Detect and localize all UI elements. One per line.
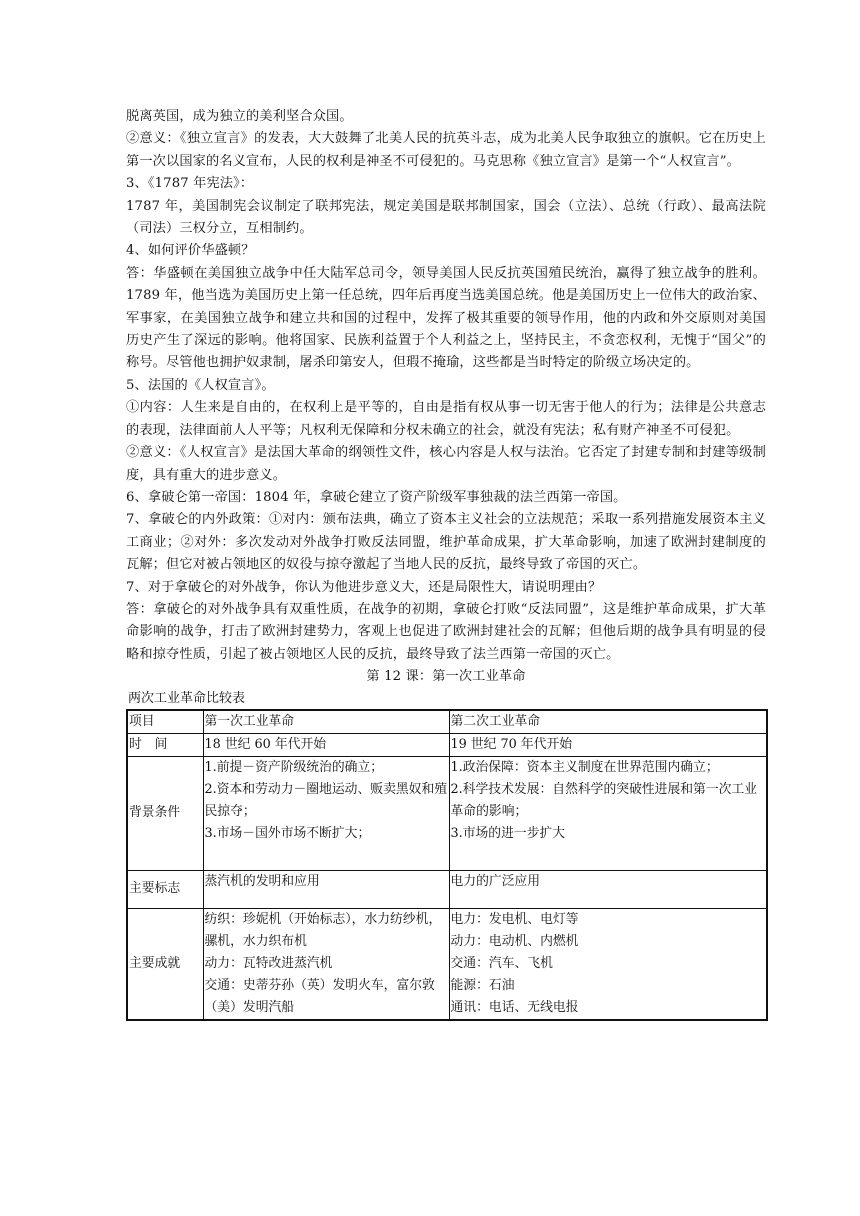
header-cell: 项目 (127, 710, 203, 734)
table-row (127, 733, 767, 756)
cell-line: 蒸汽机的发明和应用 (204, 873, 320, 889)
second-revolution-cell (449, 733, 767, 756)
cell-line: 1.前提－资产阶级统治的确立； (204, 759, 384, 775)
paragraph: ②意义：《人权宣言》是法国大革命的纲领性文件，核心内容是人权与法治。它否定了封建专制和封建等级制度，具有重大的进步意义。 (126, 445, 766, 483)
cell-line: 能源：石油 (450, 977, 515, 993)
table-caption: 两次工业革命比较表 (128, 690, 246, 706)
cell-line: 交通：史蒂芬孙（英）发明火车，富尔敦（美）发明汽船 (204, 977, 435, 1015)
document-page (126, 106, 766, 1021)
paragraph: 5、法国的《人权宣言》。 (126, 377, 275, 393)
row-label: 主要标志 (127, 870, 203, 908)
paragraph: 答：拿破仑的对外战争具有双重性质，在战争的初期，拿破仑打败“反法同盟”，这是维护革命成果，扩大革命影响的战争，打击了欧洲封建势力，客观上也促进了欧洲封建社会的瓦解；但他后期的战争具有明显的侵略和掠夺性质，引起了被占领地区人民的反抗，最终导致了法兰西第一帝国的灭亡。 (126, 601, 766, 662)
cell-line: 2.资本和劳动力－圈地运动、贩卖黑奴和殖民掠夺； (204, 781, 448, 819)
lesson-title: 第 12 课：第一次工业革命 (366, 669, 526, 685)
table-header-row (127, 710, 767, 734)
second-revolution-cell (449, 870, 767, 908)
cell-line: 动力：电动机、内燃机 (450, 933, 579, 949)
comparison-table (126, 709, 768, 1021)
cell-line: 19 世纪 70 年代开始 (450, 736, 573, 752)
second-revolution-cell (449, 756, 767, 870)
row-label: 背景条件 (127, 756, 203, 870)
cell-line: 纺织：珍妮机（开始标志），水力纺纱机，骡机，水力织布机 (204, 911, 442, 949)
cell-line: 18 世纪 60 年代开始 (204, 736, 327, 752)
table-row (127, 908, 767, 1020)
second-revolution-cell (449, 908, 767, 1020)
first-revolution-cell (203, 908, 449, 1020)
cell-line: 3.市场－国外市场不断扩大； (204, 825, 371, 841)
paragraph: 7、对于拿破仑的对外战争，你认为他进步意义大，还是局限性大，请说明理由？ (126, 579, 602, 595)
paragraph: 3、《1787 年宪法》： (126, 176, 254, 192)
first-revolution-cell (203, 756, 449, 870)
first-revolution-cell (203, 733, 449, 756)
paragraph: 1787 年，美国制宪会议制定了联邦宪法，规定美国是联邦制国家，国会（立法）、总统（行政）、最高法院（司法）三权分立，互相制约。 (126, 198, 766, 237)
header-cell: 第二次工业革命 (449, 710, 767, 734)
cell-line: 动力：瓦特改进蒸汽机 (204, 955, 333, 971)
table-row (127, 756, 767, 870)
paragraph: 6、拿破仑第一帝国：1804 年，拿破仑建立了资产阶级军事独裁的法兰西第一帝国。 (126, 489, 627, 505)
cell-line: 电力：发电机、电灯等 (450, 911, 579, 927)
cell-line: 通讯：电话、无线电报 (450, 999, 579, 1015)
row-label: 主要成就 (127, 908, 203, 1020)
paragraph: 7、拿破仑的内外政策：①对内：颁布法典，确立了资本主义社会的立法规范；采取一系列措施发展资本主义工商业；②对外：多次发动对外战争打败反法同盟，维护革命成果，扩大革命影响，加速了欧洲封建制度的瓦解；但它对被占领地区的奴役与掠夺激起了当地人民的反抗，最终导致了帝国的灭亡。 (126, 512, 766, 573)
paragraph: 答：华盛顿在美国独立战争中任大陆军总司令，领导美国人民反抗英国殖民统治，赢得了独立战争的胜利。1789 年，他当选为美国历史上第一任总统，四年后再度当选美国总统。他是美国历史上一位伟大的政治家、军事家，在美国独立战争和建立共和国的过程中，发挥了极其重要的领导作用，他的内政和外交原则对美国历史产生了深远的影响。他将国家、民族利益置于个人利益之上，坚持民主，不贪恋权利，无愧于“国父”的称号。尽管他也拥护奴隶制，屠杀印第安人，但瑕不掩瑜，这些都是当时特定的阶级立场决定的。 (126, 265, 766, 371)
cell-line: 交通：汽车、飞机 (450, 955, 553, 971)
paragraph: 脱离英国，成为独立的美利坚合众国。 (126, 109, 353, 124)
cell-line: 2.科学技术发展：自然科学的突破性进展和第一次工业革命的影响； (450, 781, 758, 819)
table-row (127, 870, 767, 908)
row-label: 时 间 (127, 733, 203, 756)
header-cell: 第一次工业革命 (203, 710, 449, 734)
paragraph: ②意义：《独立宣言》的发表，大大鼓舞了北美人民的抗英斗志，成为北美人民争取独立的旗帜。它在历史上第一次以国家的名义宣布，人民的权利是神圣不可侵犯的。马克思称《独立宣言》是第一个“人权宣言”。 (126, 131, 766, 169)
paragraph: 4、如何评价华盛顿？ (126, 243, 255, 259)
cell-line: 3.市场的进一步扩大 (450, 825, 566, 841)
first-revolution-cell (203, 870, 449, 908)
cell-line: 1.政治保障：资本主义制度在世界范围内确立； (450, 759, 719, 775)
paragraph: ①内容：人生来是自由的，在权利上是平等的，自由是指有权从事一切无害于他人的行为；法律是公共意志的表现，法律面前人人平等；凡权利无保障和分权未确立的社会，就没有宪法；私有财产神圣不可侵犯。 (126, 400, 766, 438)
cell-line: 电力的广泛应用 (450, 873, 541, 889)
